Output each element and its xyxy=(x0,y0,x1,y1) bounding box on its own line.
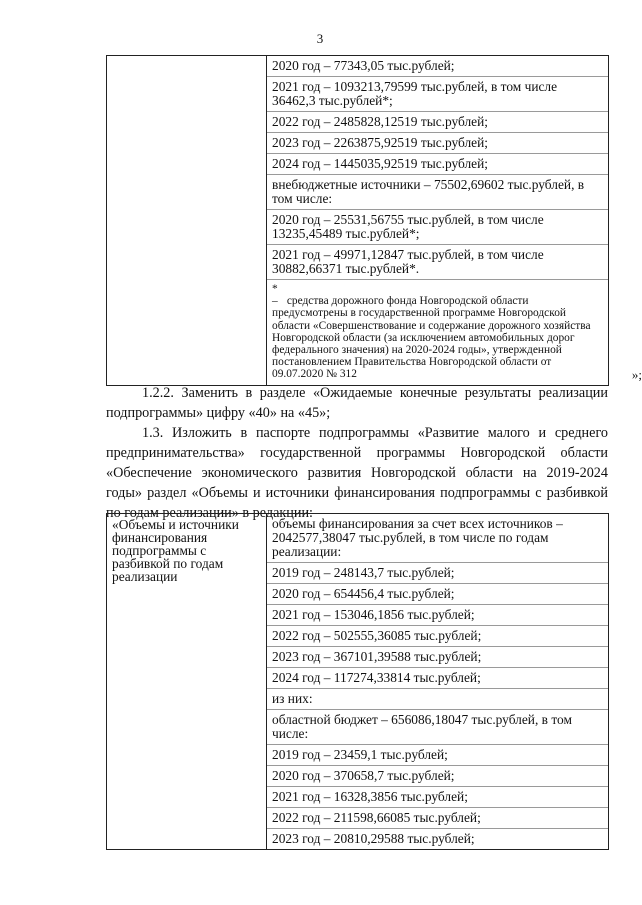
table2-line: 2023 год – 367101,39588 тыс.рублей; xyxy=(267,647,608,668)
table2-line: 2019 год – 248143,7 тыс.рублей; xyxy=(267,563,608,584)
funding-table-continued xyxy=(106,55,642,386)
table1-right-cell xyxy=(267,56,642,386)
table2-line: 2024 год – 117274,33814 тыс.рублей; xyxy=(267,668,608,689)
table2-line: 2022 год – 211598,66085 тыс.рублей; xyxy=(267,808,608,829)
table2-left-text: «Объемы и источники финансирования подпрограммы с разбивкой по годам реализации xyxy=(112,517,239,584)
table2-line: 2023 год – 20810,29588 тыс.рублей; xyxy=(272,831,475,846)
table1-line: 2020 год – 25531,56755 тыс.рублей, в том числе 13235,45489 тыс.рублей*; xyxy=(267,210,608,245)
footnote-marker: * – xyxy=(272,283,278,308)
table1-line: 2024 год – 1445035,92519 тыс.рублей; xyxy=(267,154,608,175)
table2-line: объемы финансирования за счет всех источников – 2042577,38047 тыс.рублей, в том числе по годам реализации: xyxy=(267,514,608,563)
funding-table-sme xyxy=(106,513,609,850)
table1-line: 2021 год – 49971,12847 тыс.рублей, в том числе 30882,66371 тыс.рублей*. xyxy=(267,245,608,280)
table1-left-text xyxy=(107,56,266,64)
table2-line: областной бюджет – 656086,18047 тыс.рублей, в том числе: xyxy=(267,710,608,745)
table2-line: из них: xyxy=(267,689,608,710)
page-number: 3 xyxy=(316,31,324,46)
table1-line: внебюджетные источники – 75502,69602 тыс.рублей, в том числе: xyxy=(267,175,608,210)
table2-right-cell xyxy=(267,514,609,850)
footnote-text: средства дорожного фонда Новгородской области предусмотрены в государственной программе Новгородской области «Совершенствование и содержание дорожного хозяйства Новгородской области (за исключением автомобильных дорог федерального значения) на 2020-2024 годы», утвержденной постановлением Правительства Новгородской области от 09.07.2020 № 312 xyxy=(272,295,591,381)
paragraph-1-2-2: 1.2.2. Заменить в разделе «Ожидаемые конечные результаты реализации подпрограммы» цифру «40» на «45»; xyxy=(106,385,608,421)
table2-line: 2020 год – 370658,7 тыс.рублей; xyxy=(267,766,608,787)
table2-line: 2020 год – 654456,4 тыс.рублей; xyxy=(267,584,608,605)
table1-line: 2020 год – 77343,05 тыс.рублей; xyxy=(267,56,608,77)
table1-line: 2021 год – 1093213,79599 тыс.рублей, в том числе 36462,3 тыс.рублей*; xyxy=(267,77,608,112)
table2-line: 2019 год – 23459,1 тыс.рублей; xyxy=(267,745,608,766)
table1-line: 2023 год – 2263875,92519 тыс.рублей; xyxy=(267,133,608,154)
closing-quote-mark: »; xyxy=(631,367,642,383)
table1-line: 2022 год – 2485828,12519 тыс.рублей; xyxy=(267,112,608,133)
table2-line: 2021 год – 153046,1856 тыс.рублей; xyxy=(267,605,608,626)
table1-left-cell xyxy=(107,56,267,386)
table2-line: 2022 год – 502555,36085 тыс.рублей; xyxy=(267,626,608,647)
table2-line: 2021 год – 16328,3856 тыс.рублей; xyxy=(267,787,608,808)
road-fund-footnote xyxy=(267,280,642,385)
paragraph-1-3: 1.3. Изложить в паспорте подпрограммы «Развитие малого и среднего предпринимательства» государственной программы Новгородской области «Обеспечение экономического развития Новгородской области на 2019-2024 годы» раздел «Объемы и источники финансирования подпрограммы с разбивкой по годам реализации» в редакции: xyxy=(106,425,608,521)
table2-left-cell xyxy=(107,514,267,850)
